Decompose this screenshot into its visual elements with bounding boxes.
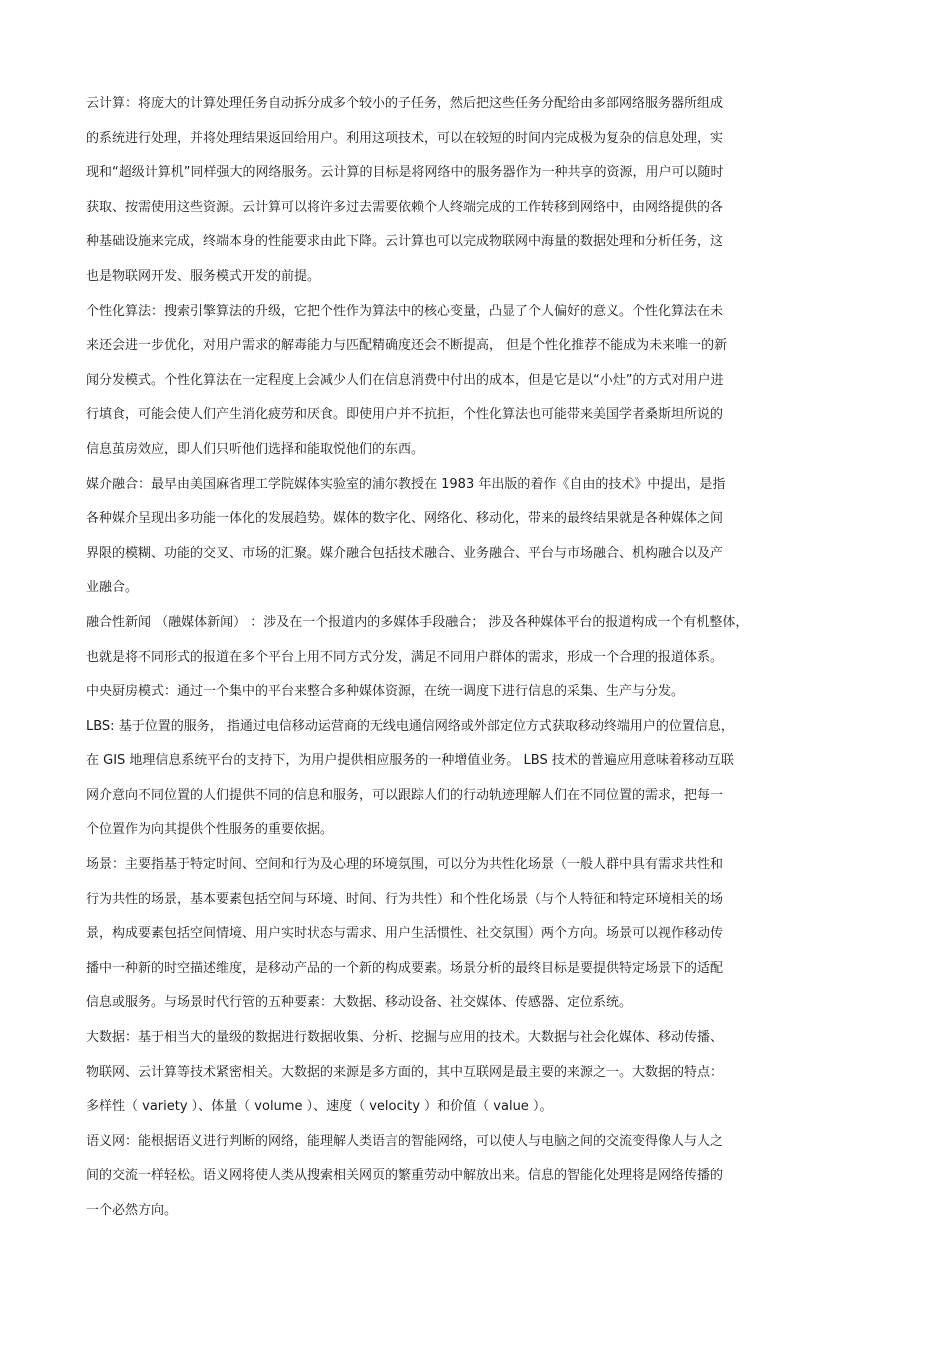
text-line: 多样性（ variety ）、体量（ volume ）、速度（ velocity ）和价值（ value ）。 [86, 1099, 553, 1115]
text-line: LBS: 基于位置的服务， 指通过电信移动运营商的无线电通信网络或外部定位方式获取移动终端用户的位置信息， [86, 718, 734, 734]
document-body [86, 92, 846, 1234]
text-line: 一个必然方向。 [86, 1203, 178, 1218]
text-line: 现和“超级计算机”同样强大的网络服务。云计算的目标是将网络中的服务器作为一种共享的资源，用户可以随时 [86, 165, 724, 181]
text-line: 媒介融合：最早由美国麻省理工学院媒体实验室的浦尔教授在 1983 年出版的着作《自由的技术》中提出，是指 [86, 476, 726, 492]
text-line: 个位置作为向其提供个性服务的重要依据。 [86, 822, 334, 838]
text-line: 大数据：基于相当大的量级的数据进行数据收集、分析、挖掘与应用的技术。大数据与社会化媒体、移动传播、 [86, 1030, 724, 1046]
text-line: 景，构成要素包括空间情境、用户实时状态与需求、用户生活惯性、社交氛围）两个方向。场景可以视作移动传 [86, 926, 724, 942]
text-line: 也是物联网开发、服务模式开发的前提。 [86, 268, 321, 284]
text-line: 来还会进一步优化，对用户需求的解毒能力与匹配精确度还会不断提高， 但是个性化推荐不能成为未来唯一的新 [86, 338, 728, 354]
text-line: 的系统进行处理，并将处理结果返回给用户。利用这项技术，可以在较短的时间内完成极为复杂的信息处理，实 [86, 130, 724, 146]
text-line: 云计算：将庞大的计算处理任务自动拆分成多个较小的子任务，然后把这些任务分配给由多部网络服务器所组成 [86, 96, 724, 111]
text-line: 场景：主要指基于特定时间、空间和行为及心理的环境氛围，可以分为共性化场景（一般人群中具有需求共性和 [86, 857, 724, 873]
text-line: 界限的模糊、功能的交叉、市场的汇聚。媒介融合包括技术融合、业务融合、平台与市场融合、机构融合以及产 [86, 545, 724, 561]
text-line: 语义网：能根据语义进行判断的网络，能理解人类语言的智能网络，可以使人与电脑之间的交流变得像人与人之 [86, 1133, 724, 1149]
text-line: 间的交流一样轻松。语义网将使人类从搜索相关网页的繁重劳动中解放出来。信息的智能化处理将是网络传播的 [86, 1168, 724, 1184]
text-line: 信息茧房效应，即人们只听他们选择和能取悦他们的东西。 [86, 441, 425, 457]
text-line: 行填食，可能会使人们产生消化疲劳和厌食。即使用户并不抗拒，个性化算法也可能带来美国学者桑斯坦所说的 [86, 407, 724, 423]
text-line: 闻分发模式。个性化算法在一定程度上会减少人们在信息消费中付出的成本，但是它是以“小灶”的方式对用户进 [86, 372, 724, 388]
text-line: 融合性新闻 （融媒体新闻） ：涉及在一个报道内的多媒体手段融合； 涉及各种媒体平台的报道构成一个有机整体， [86, 614, 749, 630]
text-line: 物联网、云计算等技术紧密相关。大数据的来源是多方面的，其中互联网是最主要的来源之一。大数据的特点： [86, 1064, 724, 1080]
text-line: 个性化算法：搜索引擎算法的升级，它把个性作为算法中的核心变量，凸显了个人偏好的意义。个性化算法在未 [86, 303, 724, 319]
text-line: 网介意向不同位置的人们提供不同的信息和服务，可以跟踪人们的行动轨迹理解人们在不同位置的需求，把每一 [86, 787, 724, 803]
text-line: 信息或服务。与场景时代行管的五种要素：大数据、移动设备、社交媒体、传感器、定位系统。 [86, 995, 633, 1011]
text-line: 中央厨房模式：通过一个集中的平台来整合多种媒体资源，在统一调度下进行信息的采集、生产与分发。 [86, 684, 685, 700]
text-line: 行为共性的场景，基本要素包括空间与环境、时间、行为共性）和个性化场景（与个人特征和特定环境相关的场 [86, 891, 724, 907]
text-line: 获取、按需使用这些资源。云计算可以将许多过去需要依赖个人终端完成的工作转移到网络中，由网络提供的各 [86, 199, 724, 215]
text-line: 在 GIS 地理信息系统平台的支持下，为用户提供相应服务的一种增值业务。 LBS 技术的普遍应用意味着移动互联 [86, 753, 734, 769]
text-line: 种基础设施来完成，终端本身的性能要求由此下降。云计算也可以完成物联网中海量的数据处理和分析任务，这 [86, 234, 724, 250]
text-line: 各种媒介呈现出多功能一体化的发展趋势。媒体的数字化、网络化、移动化，带来的最终结果就是各种媒体之间 [86, 511, 724, 527]
text-line: 播中一种新的时空描述维度，是移动产品的一个新的构成要素。场景分析的最终目标是要提供特定场景下的适配 [86, 960, 724, 976]
text-line: 也就是将不同形式的报道在多个平台上用不同方式分发，满足不同用户群体的需求，形成一个合理的报道体系。 [86, 649, 724, 665]
text-line: 业融合。 [86, 580, 139, 596]
